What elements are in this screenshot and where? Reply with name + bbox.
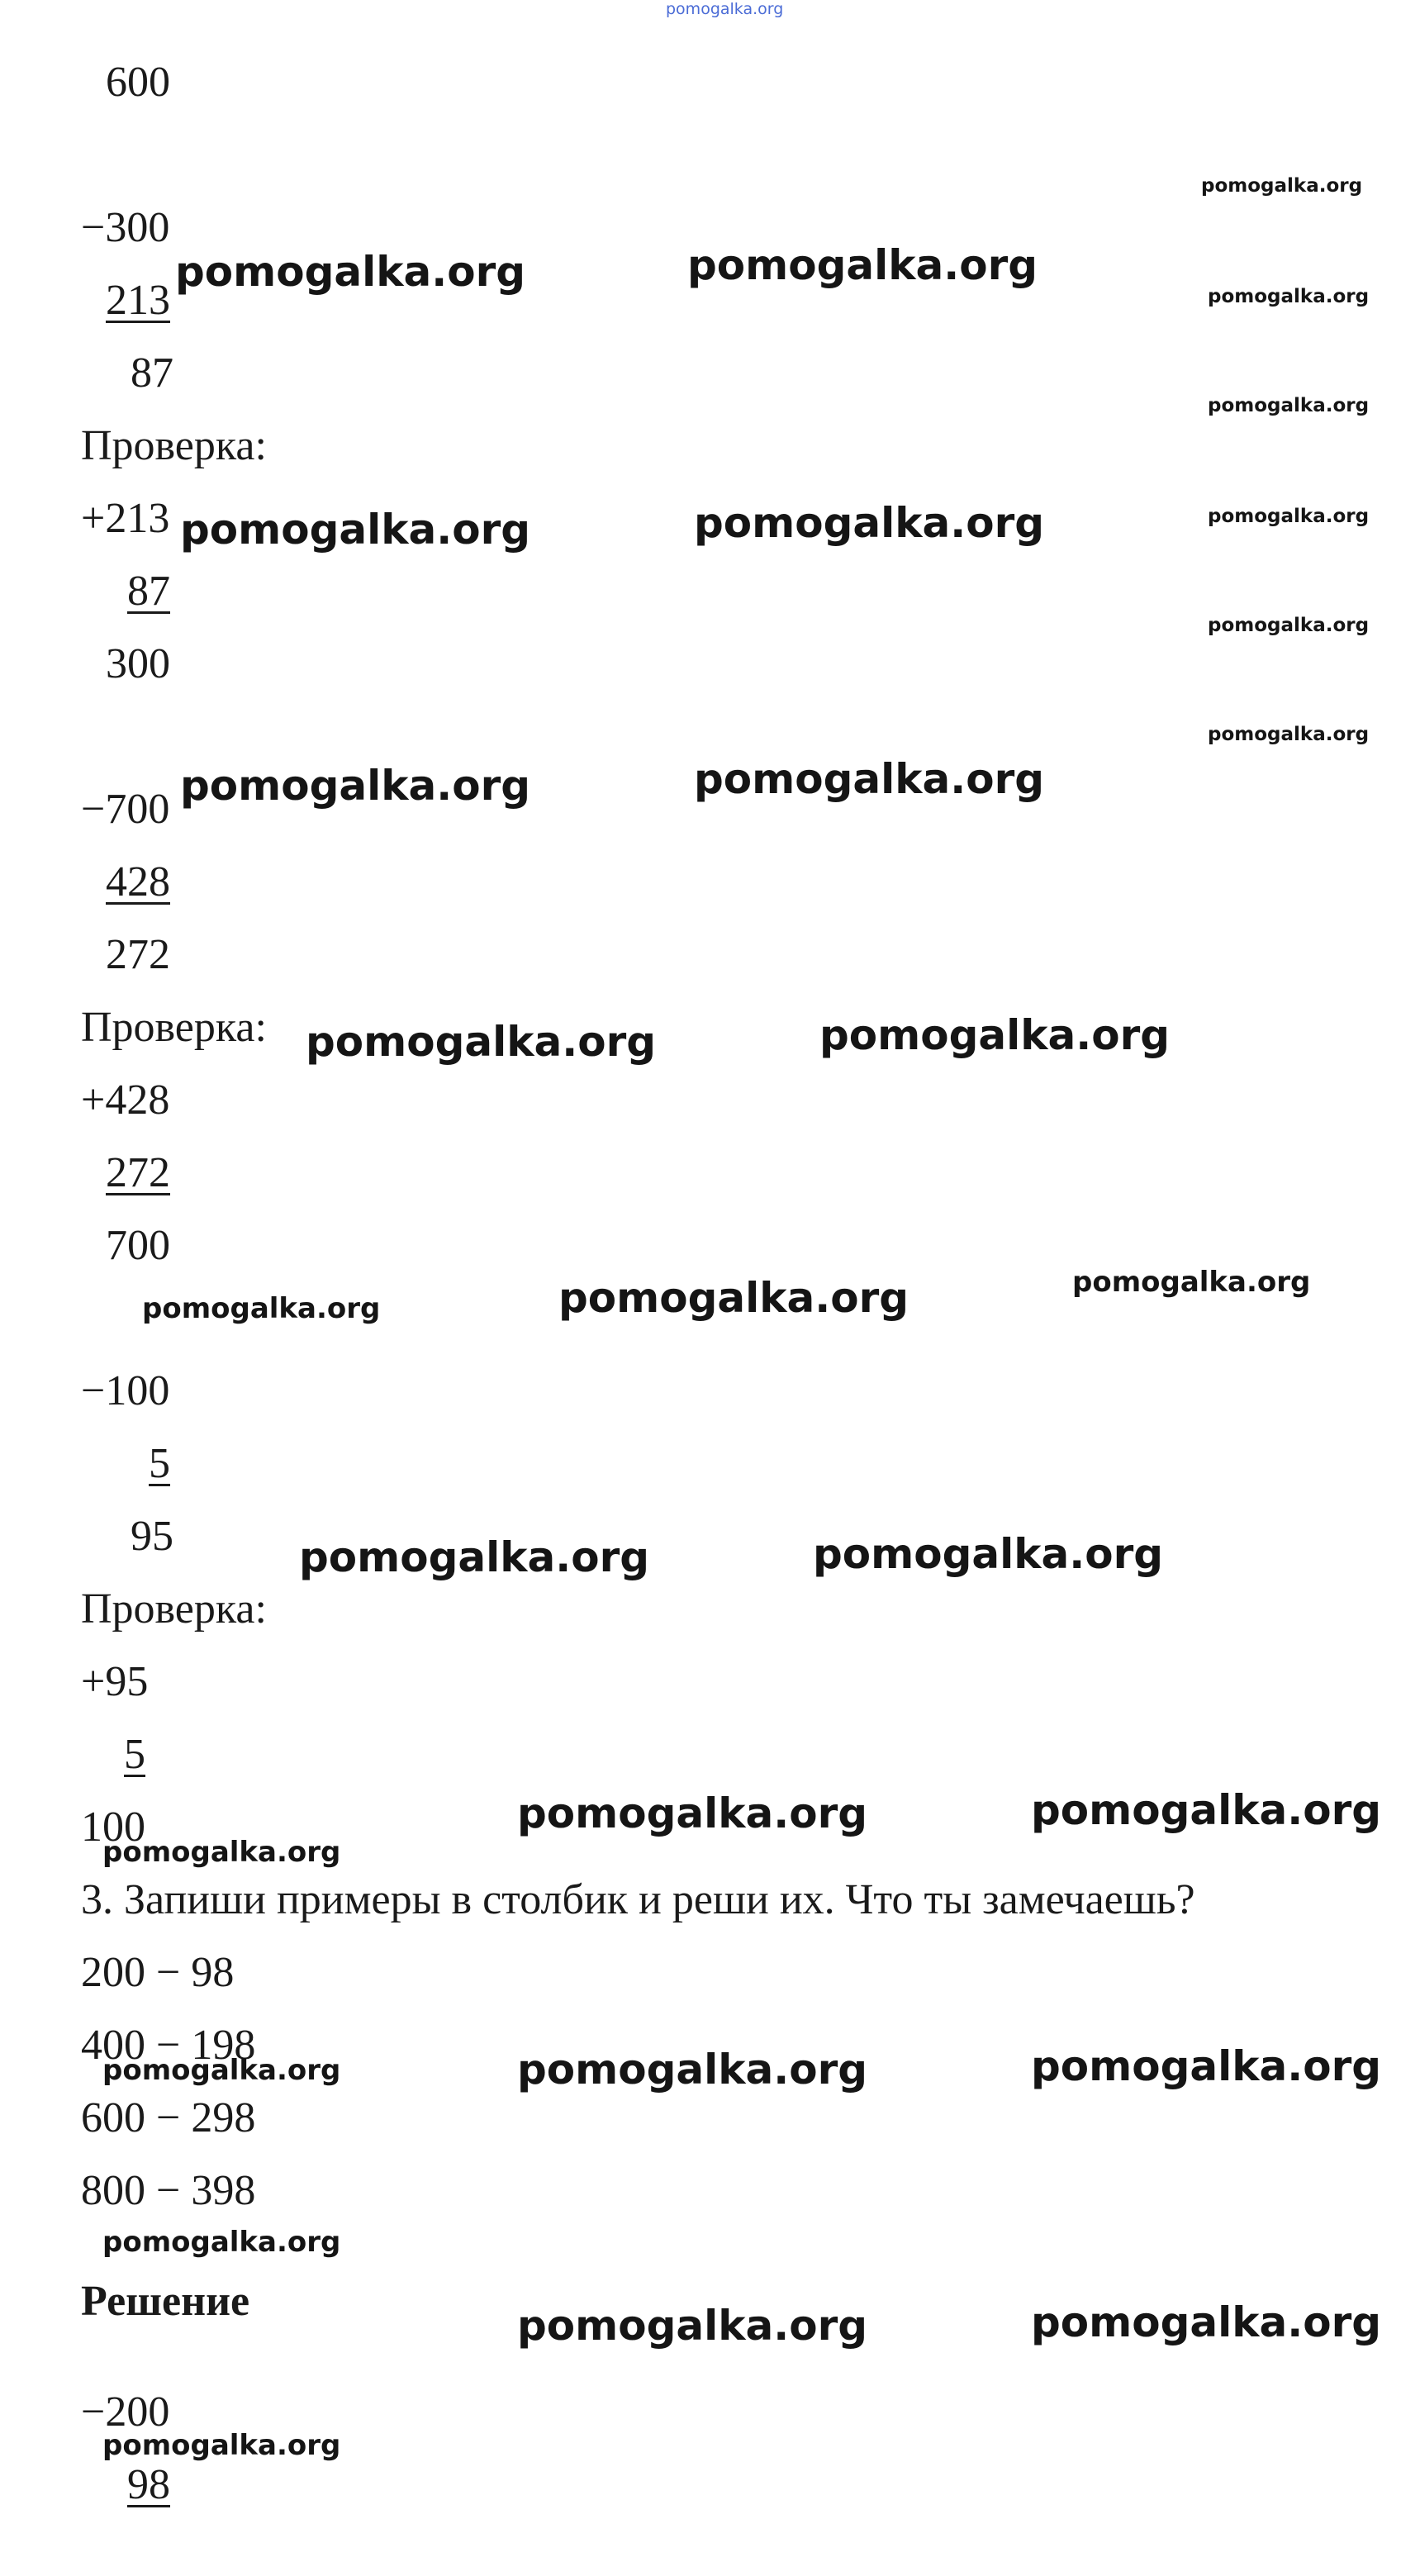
watermark: pomogalka.org [306, 1018, 657, 1066]
solution-title: Решение [81, 2278, 250, 2325]
watermark: pomogalka.org [558, 1274, 909, 1322]
watermark: pomogalka.org [1072, 1266, 1311, 1299]
ex2-check-label: Проверка: [81, 1004, 267, 1051]
ex1-result: 87 [131, 349, 173, 397]
ex3-check-sum: 100 [81, 1804, 145, 1851]
watermark: pomogalka.org [299, 1533, 650, 1581]
solution-minuend: −200 [81, 2388, 170, 2436]
ex2-check-addend2: 272 [106, 1149, 170, 1196]
watermark: pomogalka.org [102, 2226, 341, 2259]
watermark: pomogalka.org [813, 1530, 1164, 1578]
watermark: pomogalka.org [694, 755, 1045, 803]
ex2-minuend: −700 [81, 786, 170, 833]
watermark: pomogalka.org [1208, 395, 1370, 416]
ex2-check-sum: 700 [106, 1222, 170, 1269]
watermark: pomogalka.org [180, 506, 531, 554]
task3-text: 3. Запиши примеры в столбик и реши их. Что ты замечаешь? [81, 1876, 1195, 1923]
ex2-subtrahend: 428 [106, 858, 170, 905]
watermark: pomogalka.org [517, 2046, 868, 2094]
watermark: pomogalka.org [1031, 2298, 1382, 2346]
ex3-subtrahend: 5 [149, 1440, 170, 1487]
ex1-check-addend2: 87 [127, 568, 170, 615]
watermark: pomogalka.org [102, 2054, 341, 2087]
watermark: pomogalka.org [1031, 2042, 1382, 2090]
ex3-result: 95 [131, 1513, 173, 1560]
watermark: pomogalka.org [517, 1789, 868, 1837]
task3-example-4: 800 − 398 [81, 2167, 256, 2214]
ex3-check-addend1: +95 [81, 1658, 149, 1705]
watermark: pomogalka.org [1208, 615, 1370, 636]
watermark: pomogalka.org [687, 241, 1038, 289]
solution-subtrahend: 98 [127, 2461, 170, 2508]
ex2-check-addend1: +428 [81, 1077, 170, 1124]
task3-example-2: 400 − 198 [81, 2022, 256, 2069]
watermark: pomogalka.org [180, 762, 531, 810]
ex1-minuend: −300 [81, 204, 170, 251]
ex3-check-addend2: 5 [124, 1731, 145, 1778]
ex3-check-label: Проверка: [81, 1585, 267, 1633]
watermark: pomogalka.org [1201, 175, 1363, 197]
watermark: pomogalka.org [517, 2302, 868, 2350]
ex1-line-600: 600 [106, 59, 170, 106]
watermark: pomogalka.org [1208, 724, 1370, 745]
task3-example-3: 600 − 298 [81, 2094, 256, 2141]
ex3-minuend: −100 [81, 1367, 170, 1414]
watermark: pomogalka.org [1208, 506, 1370, 527]
ex1-check-label: Проверка: [81, 422, 267, 469]
watermark: pomogalka.org [102, 1836, 341, 1869]
watermark: pomogalka.org [175, 248, 526, 296]
watermark: pomogalka.org [694, 499, 1045, 547]
watermark: pomogalka.org [1208, 286, 1370, 307]
watermark: pomogalka.org [102, 2429, 341, 2462]
watermark: pomogalka.org [1031, 1786, 1382, 1834]
ex2-result: 272 [106, 931, 170, 978]
ex1-subtrahend: 213 [106, 277, 170, 324]
ex1-check-sum: 300 [106, 640, 170, 687]
watermark: pomogalka.org [142, 1292, 381, 1325]
ex1-check-addend1: +213 [81, 495, 170, 542]
watermark: pomogalka.org [819, 1011, 1171, 1059]
header-watermark: pomogalka.org [666, 0, 784, 18]
task3-example-1: 200 − 98 [81, 1949, 235, 1996]
